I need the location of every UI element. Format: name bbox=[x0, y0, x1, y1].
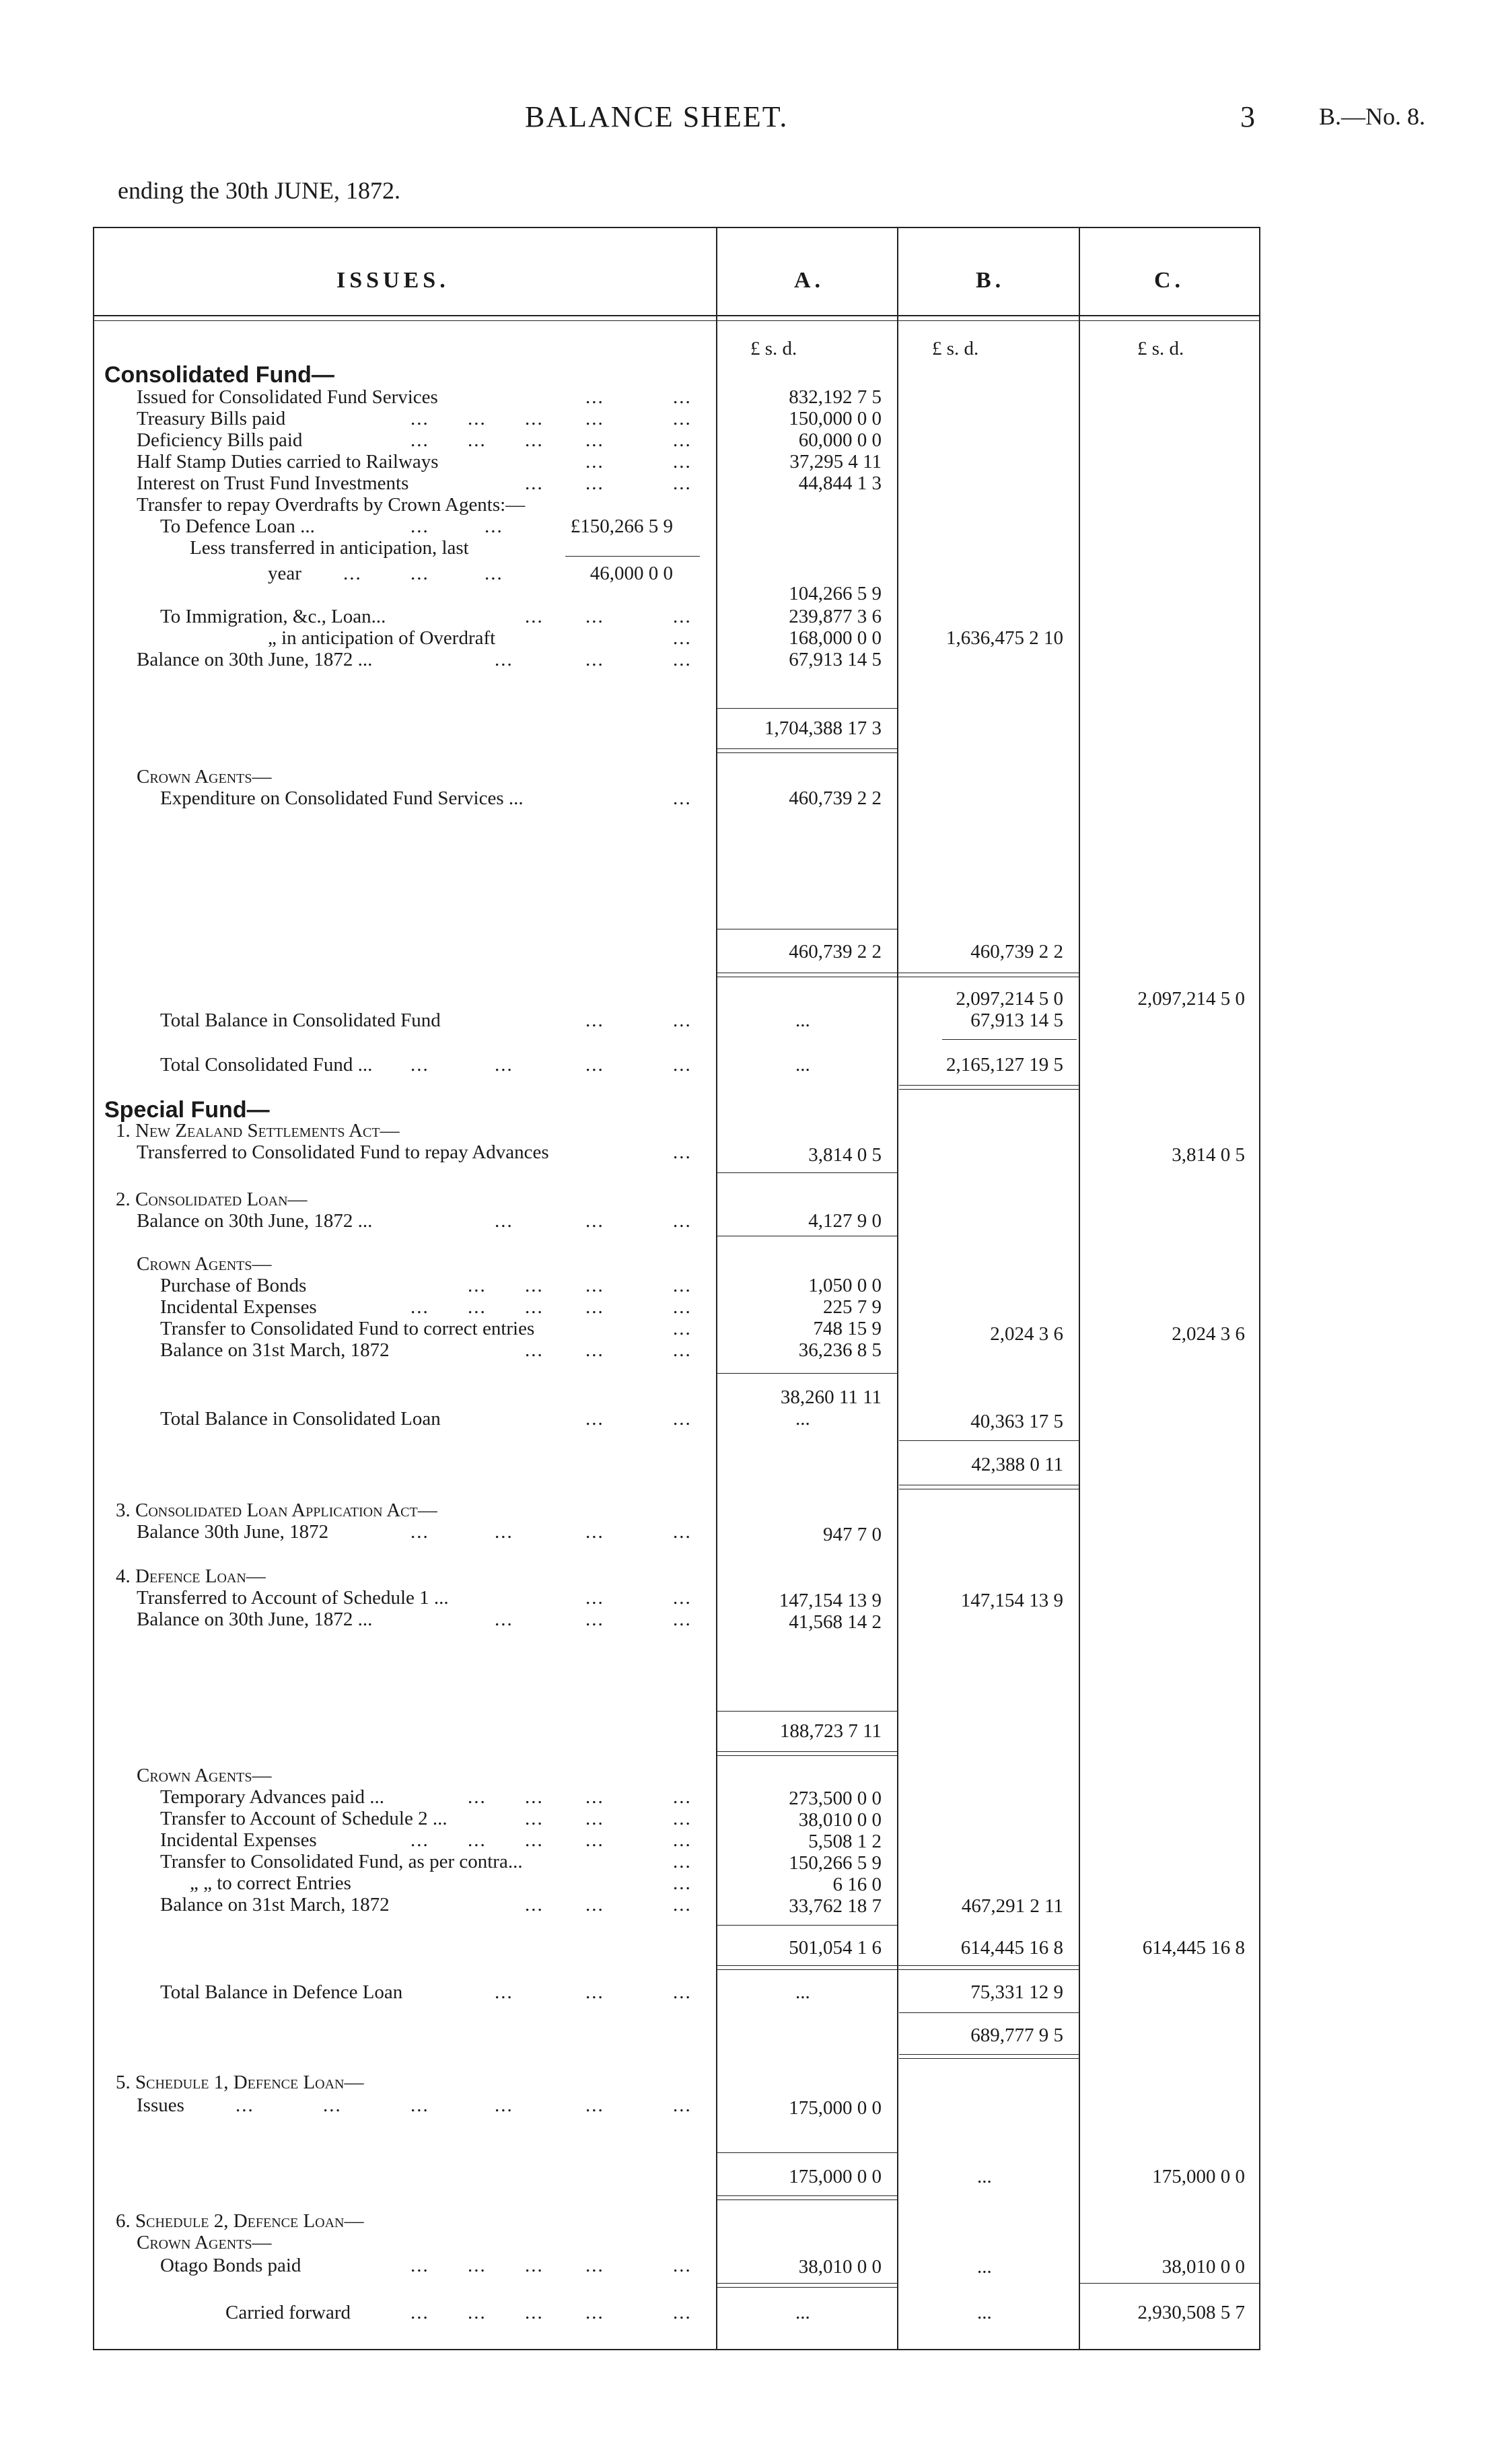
row-label: Total Balance in Consolidated Fund bbox=[160, 1010, 441, 1031]
sum-rule bbox=[1080, 2283, 1259, 2284]
sum-rule bbox=[899, 2058, 1079, 2059]
value-a: 60,000 0 0 bbox=[798, 429, 882, 451]
value-a: 44,844 1 3 bbox=[798, 472, 882, 494]
column-c-units: £ s. d. bbox=[1137, 338, 1184, 359]
section-nz-settlements-act: 1. New Zealand Settlements Act— bbox=[116, 1120, 400, 1141]
row-label: Balance on 31st March, 1872 bbox=[160, 1339, 390, 1361]
leader-dots: ... bbox=[525, 1786, 544, 1808]
leader-dots: ... bbox=[673, 1339, 692, 1361]
row-label: Interest on Trust Fund Investments bbox=[137, 472, 409, 494]
leader-dots: ... bbox=[525, 2302, 544, 2323]
carried-forward-label: Carried forward bbox=[225, 2302, 351, 2323]
value-a-dots: ... bbox=[795, 1054, 810, 1076]
row-label: To Defence Loan ... bbox=[160, 516, 315, 537]
row-label: Deficiency Bills paid bbox=[137, 429, 303, 451]
leader-dots: ... bbox=[585, 1275, 604, 1296]
leader-dots: ... bbox=[468, 2302, 487, 2323]
value-a-dots: ... bbox=[795, 1408, 810, 1430]
column-b-units: £ s. d. bbox=[932, 338, 979, 359]
col-c-divider bbox=[1079, 227, 1080, 2349]
row-label: Issues bbox=[137, 2095, 184, 2116]
leader-dots: ... bbox=[673, 1851, 692, 1872]
leader-dots: ... bbox=[673, 2302, 692, 2323]
header-bottom-rule bbox=[93, 315, 1260, 316]
leader-dots: ... bbox=[585, 1010, 604, 1031]
value-a: 273,500 0 0 bbox=[789, 1788, 882, 1809]
section-schedule-2: 6. Schedule 2, Defence Loan— bbox=[116, 2210, 364, 2232]
row-label: Balance on 30th June, 1872 ... bbox=[137, 649, 373, 670]
section-cl-application-act: 3. Consolidated Loan Application Act— bbox=[116, 1500, 437, 1521]
value-b: 1,636,475 2 10 bbox=[946, 627, 1063, 649]
row-label: „ „ to correct Entries bbox=[190, 1872, 351, 1894]
section-defence-loan: 4. Defence Loan— bbox=[116, 1565, 266, 1587]
leader-dots: ... bbox=[525, 1829, 544, 1851]
value-a-total: 1,704,388 17 3 bbox=[764, 717, 882, 739]
section-consolidated-loan: 2. Consolidated Loan— bbox=[116, 1189, 308, 1210]
leader-dots: ... bbox=[525, 1275, 544, 1296]
leader-dots: ... bbox=[410, 1521, 429, 1543]
leader-dots: ... bbox=[585, 386, 604, 408]
sum-rule bbox=[717, 752, 897, 753]
row-label: Balance 30th June, 1872 bbox=[137, 1521, 329, 1543]
value-a: 36,236 8 5 bbox=[798, 1339, 882, 1361]
row-label: Transfer to Account of Schedule 2 ... bbox=[160, 1808, 448, 1829]
leader-dots: ... bbox=[495, 1054, 513, 1076]
value-a: 150,266 5 9 bbox=[789, 1852, 882, 1874]
leader-dots: ... bbox=[525, 1296, 544, 1318]
leader-dots: ... bbox=[673, 649, 692, 670]
sum-rule bbox=[899, 2012, 1079, 2013]
value-c: 175,000 0 0 bbox=[1152, 2166, 1245, 2187]
value-a: 175,000 0 0 bbox=[789, 2097, 882, 2119]
left-border bbox=[93, 227, 94, 2349]
value-b-dots: ... bbox=[977, 2256, 992, 2278]
leader-dots: ... bbox=[673, 787, 692, 809]
value-a: 38,010 0 0 bbox=[798, 2256, 882, 2278]
value-a: 168,000 0 0 bbox=[789, 627, 882, 649]
row-label: Balance on 30th June, 1872 ... bbox=[137, 1210, 373, 1232]
value-a: 104,266 5 9 bbox=[789, 583, 882, 604]
value-a: 225 7 9 bbox=[823, 1296, 882, 1318]
value-a-dots: ... bbox=[795, 1010, 810, 1031]
value-a: 37,295 4 11 bbox=[789, 451, 882, 472]
leader-dots: ... bbox=[468, 408, 487, 429]
sum-rule bbox=[717, 1172, 897, 1173]
row-label: Transferred to Consolidated Fund to repay Advances bbox=[137, 1141, 549, 1163]
value-a: 150,000 0 0 bbox=[789, 408, 882, 429]
value-a: 4,127 9 0 bbox=[808, 1210, 882, 1232]
section-special-fund: Special Fund— bbox=[104, 1097, 270, 1123]
row-label: Transfer to Consolidated Fund, as per contra... bbox=[160, 1851, 523, 1872]
sum-rule bbox=[899, 1440, 1079, 1441]
leader-dots: ... bbox=[585, 1786, 604, 1808]
value-b: 460,739 2 2 bbox=[970, 941, 1063, 962]
value-a: 460,739 2 2 bbox=[789, 787, 882, 809]
row-label: Less transferred in anticipation, last bbox=[190, 537, 469, 559]
row-label: Total Balance in Defence Loan bbox=[160, 1981, 403, 2003]
leader-dots: ... bbox=[585, 1981, 604, 2003]
sum-rule bbox=[717, 1925, 897, 1926]
period-subtitle: ending the 30th JUNE, 1872. bbox=[118, 177, 400, 204]
sum-rule bbox=[717, 708, 897, 709]
sum-rule bbox=[717, 1755, 897, 1756]
issues-column-header: ISSUES. bbox=[336, 268, 450, 293]
sum-rule bbox=[717, 2287, 897, 2288]
row-label: Treasury Bills paid bbox=[137, 408, 286, 429]
leader-dots: ... bbox=[673, 2255, 692, 2276]
value-b: 147,154 13 9 bbox=[960, 1590, 1063, 1611]
leader-dots: ... bbox=[585, 1609, 604, 1630]
column-a-units: £ s. d. bbox=[750, 338, 797, 359]
col-a-divider bbox=[716, 227, 717, 2349]
leader-dots: ... bbox=[585, 649, 604, 670]
leader-dots: ... bbox=[585, 451, 604, 472]
row-label: Incidental Expenses bbox=[160, 1829, 317, 1851]
column-a-header: A. bbox=[794, 268, 825, 293]
value-a: 5,508 1 2 bbox=[808, 1831, 882, 1852]
leader-dots: ... bbox=[468, 429, 487, 451]
row-label: Incidental Expenses bbox=[160, 1296, 317, 1318]
leader-dots: ... bbox=[673, 1010, 692, 1031]
row-label: „ in anticipation of Overdraft bbox=[268, 627, 496, 649]
row-label: Purchase of Bonds bbox=[160, 1275, 307, 1296]
leader-dots: ... bbox=[495, 1981, 513, 2003]
value-b: 467,291 2 11 bbox=[961, 1895, 1063, 1917]
leader-dots: ... bbox=[673, 1275, 692, 1296]
value-b: 2,097,214 5 0 bbox=[956, 988, 1063, 1010]
leader-dots: ... bbox=[525, 606, 544, 627]
value-a-dots: ... bbox=[795, 1981, 810, 2003]
value-c: 2,024 3 6 bbox=[1172, 1323, 1245, 1345]
section-crown-agents-3: Crown Agents— bbox=[137, 1765, 272, 1786]
leader-dots: ... bbox=[673, 429, 692, 451]
leader-dots: ... bbox=[585, 1829, 604, 1851]
leader-dots: ... bbox=[585, 1808, 604, 1829]
leader-dots: ... bbox=[673, 1808, 692, 1829]
value-a: 33,762 18 7 bbox=[789, 1895, 882, 1917]
leader-dots: ... bbox=[410, 408, 429, 429]
value-a: 1,050 0 0 bbox=[808, 1275, 882, 1296]
row-label: Half Stamp Duties carried to Railways bbox=[137, 451, 439, 472]
leader-dots: ... bbox=[585, 2255, 604, 2276]
value-a-dots: ... bbox=[795, 2302, 810, 2323]
inner-value: 46,000 0 0 bbox=[589, 563, 673, 584]
row-label: Transfer to repay Overdrafts by Crown Agents:— bbox=[137, 494, 526, 516]
leader-dots: ... bbox=[495, 1521, 513, 1543]
leader-dots: ... bbox=[673, 1786, 692, 1808]
sum-rule bbox=[942, 1039, 1077, 1040]
sum-rule bbox=[899, 1089, 1079, 1090]
row-label: To Immigration, &c., Loan... bbox=[160, 606, 386, 627]
leader-dots: ... bbox=[585, 2095, 604, 2116]
column-b-header: B. bbox=[976, 268, 1005, 293]
sum-rule bbox=[899, 1085, 1079, 1086]
value-a: 947 7 0 bbox=[823, 1524, 882, 1545]
leader-dots: ... bbox=[585, 1521, 604, 1543]
leader-dots: ... bbox=[343, 563, 362, 584]
value-c: 38,010 0 0 bbox=[1161, 2256, 1245, 2278]
leader-dots: ... bbox=[585, 429, 604, 451]
leader-dots: ... bbox=[485, 563, 503, 584]
value-c: 614,445 16 8 bbox=[1142, 1937, 1245, 1959]
value-a: 188,723 7 11 bbox=[779, 1720, 882, 1742]
section-consolidated-fund: Consolidated Fund— bbox=[104, 362, 334, 388]
value-b: 40,363 17 5 bbox=[970, 1411, 1063, 1432]
value-a: 460,739 2 2 bbox=[789, 941, 882, 962]
leader-dots: ... bbox=[410, 429, 429, 451]
leader-dots: ... bbox=[585, 1054, 604, 1076]
carried-forward-total: 2,930,508 5 7 bbox=[1137, 2302, 1245, 2323]
section-crown-agents-2: Crown Agents— bbox=[137, 1253, 272, 1275]
leader-dots: ... bbox=[525, 1894, 544, 1915]
value-c: 3,814 0 5 bbox=[1172, 1144, 1245, 1166]
value-a: 38,260 11 11 bbox=[780, 1386, 882, 1408]
sum-rule bbox=[717, 2199, 897, 2200]
column-c-header: C. bbox=[1154, 268, 1185, 293]
leader-dots: ... bbox=[585, 472, 604, 494]
leader-dots: ... bbox=[673, 1609, 692, 1630]
leader-dots: ... bbox=[673, 451, 692, 472]
value-c: 2,097,214 5 0 bbox=[1137, 988, 1245, 1010]
value-b: 75,331 12 9 bbox=[970, 1981, 1063, 2003]
leader-dots: ... bbox=[525, 408, 544, 429]
sum-rule bbox=[717, 1711, 897, 1712]
leader-dots: ... bbox=[673, 1210, 692, 1232]
value-a: 67,913 14 5 bbox=[789, 649, 882, 670]
page-number: 3 bbox=[1240, 100, 1255, 133]
sum-rule bbox=[717, 2152, 897, 2153]
sum-rule bbox=[717, 2195, 897, 2196]
sum-rule bbox=[717, 1373, 897, 1374]
section-crown-agents: Crown Agents— bbox=[137, 766, 272, 787]
page-title: BALANCE SHEET. bbox=[525, 100, 789, 133]
leader-dots: ... bbox=[410, 2255, 429, 2276]
leader-dots: ... bbox=[585, 1894, 604, 1915]
leader-dots: ... bbox=[585, 1587, 604, 1609]
leader-dots: ... bbox=[673, 2095, 692, 2116]
leader-dots: ... bbox=[410, 516, 429, 537]
value-b: 42,388 0 11 bbox=[971, 1454, 1063, 1475]
leader-dots: ... bbox=[585, 408, 604, 429]
leader-dots: ... bbox=[673, 1318, 692, 1339]
section-crown-agents-4: Crown Agents— bbox=[137, 2232, 272, 2253]
inner-rule bbox=[565, 556, 700, 557]
row-label: year bbox=[268, 563, 301, 584]
leader-dots: ... bbox=[673, 408, 692, 429]
leader-dots: ... bbox=[673, 627, 692, 649]
value-b-dots: ... bbox=[977, 2302, 992, 2323]
row-label: Total Consolidated Fund ... bbox=[160, 1054, 373, 1076]
value-a: 41,568 14 2 bbox=[789, 1611, 882, 1633]
sum-rule bbox=[717, 2283, 897, 2284]
value-a: 832,192 7 5 bbox=[789, 386, 882, 408]
value-b: 67,913 14 5 bbox=[970, 1010, 1063, 1031]
leader-dots: ... bbox=[673, 1296, 692, 1318]
leader-dots: ... bbox=[673, 1981, 692, 2003]
leader-dots: ... bbox=[673, 1587, 692, 1609]
leader-dots: ... bbox=[673, 472, 692, 494]
value-a: 147,154 13 9 bbox=[779, 1590, 882, 1611]
leader-dots: ... bbox=[673, 1521, 692, 1543]
leader-dots: ... bbox=[673, 1829, 692, 1851]
value-b: 689,777 9 5 bbox=[970, 2025, 1063, 2046]
leader-dots: ... bbox=[410, 1054, 429, 1076]
leader-dots: ... bbox=[468, 1786, 487, 1808]
value-a: 3,814 0 5 bbox=[808, 1144, 882, 1166]
leader-dots: ... bbox=[585, 1210, 604, 1232]
leader-dots: ... bbox=[673, 1872, 692, 1894]
leader-dots: ... bbox=[410, 2302, 429, 2323]
value-b: 614,445 16 8 bbox=[960, 1937, 1063, 1959]
leader-dots: ... bbox=[495, 1210, 513, 1232]
value-b: 2,024 3 6 bbox=[990, 1323, 1063, 1345]
value-a: 175,000 0 0 bbox=[789, 2166, 882, 2187]
value-a: 239,877 3 6 bbox=[789, 606, 882, 627]
leader-dots: ... bbox=[485, 516, 503, 537]
leader-dots: ... bbox=[673, 386, 692, 408]
leader-dots: ... bbox=[236, 2095, 254, 2116]
leader-dots: ... bbox=[495, 1609, 513, 1630]
leader-dots: ... bbox=[495, 649, 513, 670]
leader-dots: ... bbox=[525, 1808, 544, 1829]
sum-rule bbox=[899, 2054, 1079, 2055]
value-a: 748 15 9 bbox=[813, 1318, 882, 1339]
header-bottom-rule-2 bbox=[93, 320, 1260, 321]
leader-dots: ... bbox=[468, 1275, 487, 1296]
row-label: Transfer to Consolidated Fund to correct entries bbox=[160, 1318, 535, 1339]
row-label: Transferred to Account of Schedule 1 ... bbox=[137, 1587, 449, 1609]
leader-dots: ... bbox=[410, 1829, 429, 1851]
leader-dots: ... bbox=[673, 1141, 692, 1163]
leader-dots: ... bbox=[585, 1408, 604, 1430]
leader-dots: ... bbox=[585, 1296, 604, 1318]
leader-dots: ... bbox=[410, 563, 429, 584]
row-label: Temporary Advances paid ... bbox=[160, 1786, 384, 1808]
document-reference: B.—No. 8. bbox=[1319, 103, 1426, 130]
leader-dots: ... bbox=[468, 2255, 487, 2276]
row-label: Balance on 31st March, 1872 bbox=[160, 1894, 390, 1915]
leader-dots: ... bbox=[585, 2302, 604, 2323]
sum-rule bbox=[717, 1969, 1079, 1970]
leader-dots: ... bbox=[525, 472, 544, 494]
leader-dots: ... bbox=[525, 1339, 544, 1361]
leader-dots: ... bbox=[323, 2095, 342, 2116]
leader-dots: ... bbox=[468, 1296, 487, 1318]
section-schedule-1: 5. Schedule 1, Defence Loan— bbox=[116, 2072, 364, 2093]
leader-dots: ... bbox=[525, 2255, 544, 2276]
leader-dots: ... bbox=[585, 1339, 604, 1361]
leader-dots: ... bbox=[673, 1054, 692, 1076]
sum-rule bbox=[717, 1965, 1079, 1966]
value-b-dots: ... bbox=[977, 2166, 992, 2187]
value-a: 501,054 1 6 bbox=[789, 1937, 882, 1959]
value-a: 38,010 0 0 bbox=[798, 1809, 882, 1831]
leader-dots: ... bbox=[585, 606, 604, 627]
right-border bbox=[1259, 227, 1260, 2349]
table-top-rule bbox=[93, 227, 1260, 228]
sum-rule bbox=[717, 1751, 897, 1752]
leader-dots: ... bbox=[468, 1829, 487, 1851]
leader-dots: ... bbox=[673, 1408, 692, 1430]
inner-value: £150,266 5 9 bbox=[570, 516, 673, 537]
row-label: Otago Bonds paid bbox=[160, 2255, 301, 2276]
value-b: 2,165,127 19 5 bbox=[946, 1054, 1063, 1076]
value-a: 6 16 0 bbox=[832, 1874, 882, 1895]
sum-rule bbox=[717, 748, 897, 749]
row-label: Total Balance in Consolidated Loan bbox=[160, 1408, 441, 1430]
leader-dots: ... bbox=[410, 1296, 429, 1318]
table-bottom-rule bbox=[93, 2349, 1260, 2350]
leader-dots: ... bbox=[495, 2095, 513, 2116]
leader-dots: ... bbox=[673, 1894, 692, 1915]
leader-dots: ... bbox=[410, 2095, 429, 2116]
row-label: Expenditure on Consolidated Fund Services ... bbox=[160, 787, 524, 809]
row-label: Issued for Consolidated Fund Services bbox=[137, 386, 438, 408]
leader-dots: ... bbox=[525, 429, 544, 451]
leader-dots: ... bbox=[673, 606, 692, 627]
row-label: Balance on 30th June, 1872 ... bbox=[137, 1609, 373, 1630]
